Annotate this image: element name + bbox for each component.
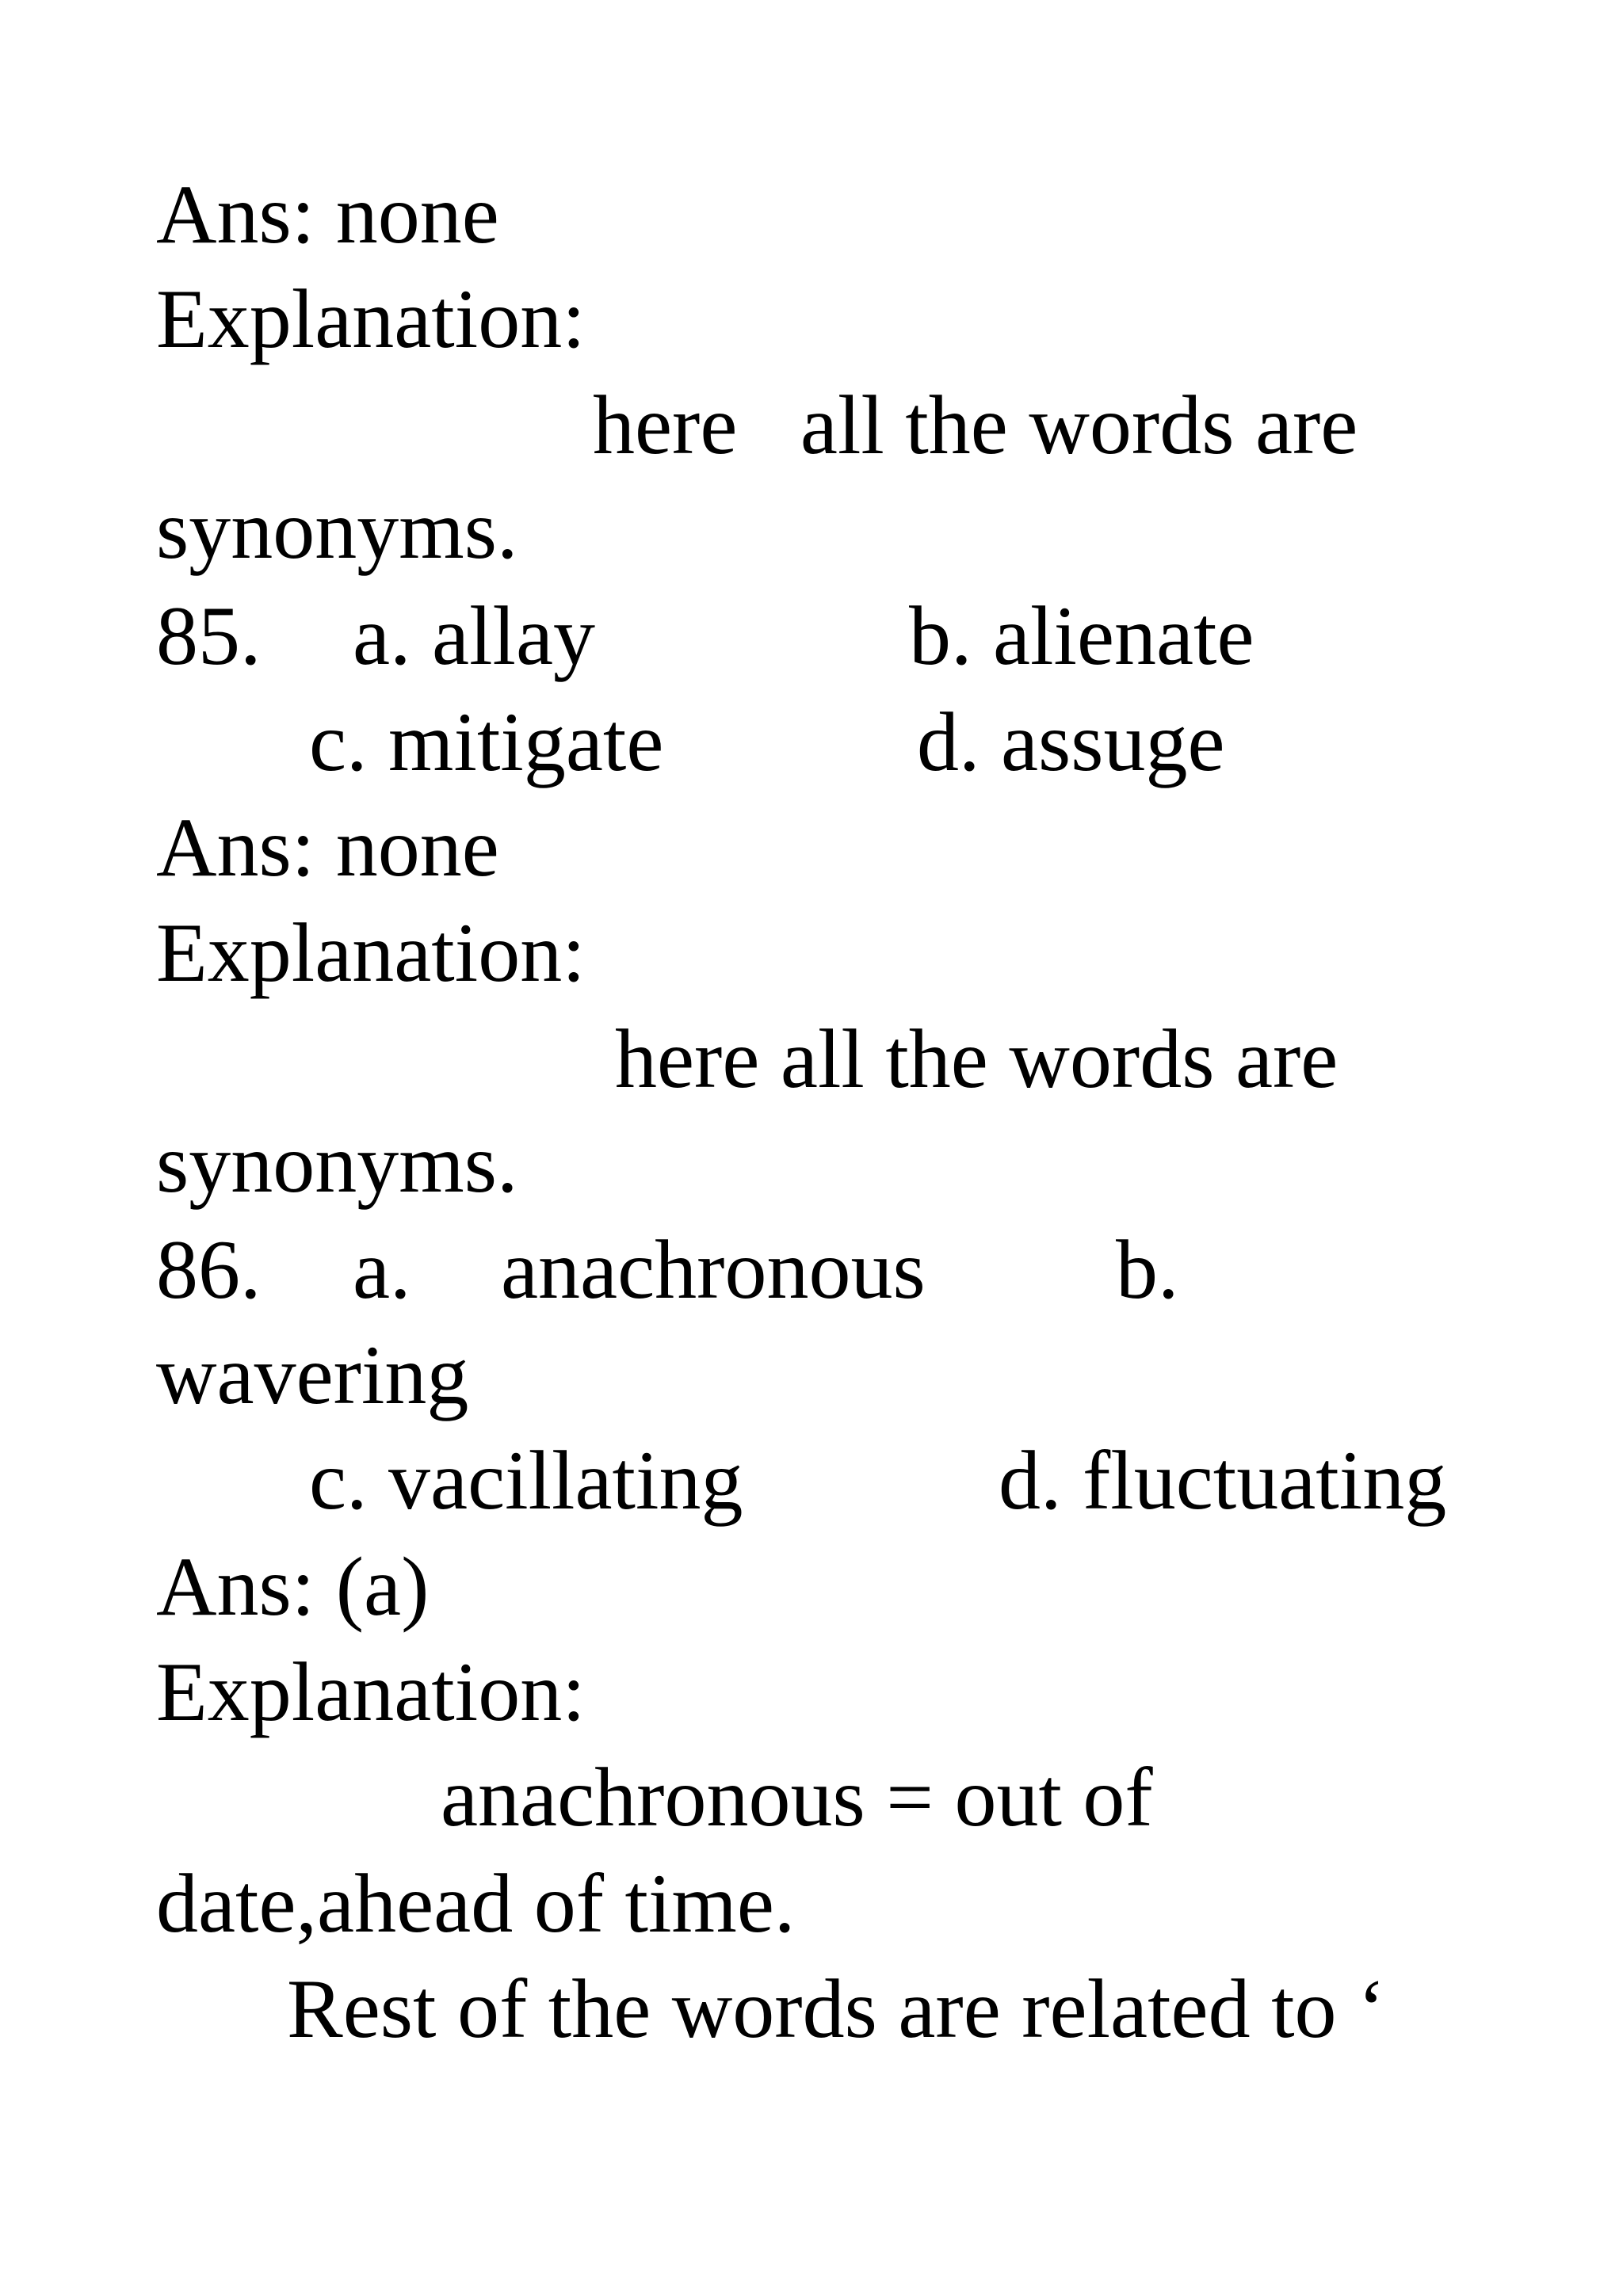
q85-explanation-label: Explanation:	[156, 906, 586, 999]
q86-explanation-line-2: date,ahead of time.	[156, 1857, 796, 1950]
q86-option-c: c. vacillating	[309, 1434, 743, 1527]
q85-option-c: c. mitigate	[309, 696, 664, 788]
q86-explanation-line-1: anachronous = out of	[441, 1751, 1153, 1844]
q85-option-b: b. alienate	[909, 589, 1254, 682]
q85-explanation-line-1: here all the words are	[615, 1013, 1338, 1105]
q85-number: 85.	[156, 589, 262, 682]
q86-option-b-label: b.	[1116, 1223, 1179, 1316]
q85-explanation-line-2: synonyms.	[156, 1117, 518, 1210]
q85-option-d: d. assuge	[917, 696, 1225, 788]
q84-answer: Ans: none	[156, 168, 499, 261]
q86-option-a-label: a.	[353, 1223, 411, 1316]
q86-option-d: d. fluctuating	[999, 1434, 1447, 1527]
q86-option-a-word: anachronous	[501, 1223, 926, 1316]
q84-explanation-line-1: here all the words are	[593, 379, 1358, 471]
q84-explanation-line-2: synonyms.	[156, 483, 518, 576]
q86-answer: Ans: (a)	[156, 1540, 430, 1633]
q86-option-b-word: wavering	[156, 1329, 469, 1421]
q86-number: 86.	[156, 1223, 262, 1316]
q84-explanation-label: Explanation:	[156, 273, 586, 365]
q86-explanation-line-3: Rest of the words are related to ‘	[287, 1962, 1386, 2055]
q86-explanation-label: Explanation:	[156, 1646, 586, 1738]
q85-answer: Ans: none	[156, 801, 499, 894]
q85-option-a: a. allay	[353, 589, 596, 682]
